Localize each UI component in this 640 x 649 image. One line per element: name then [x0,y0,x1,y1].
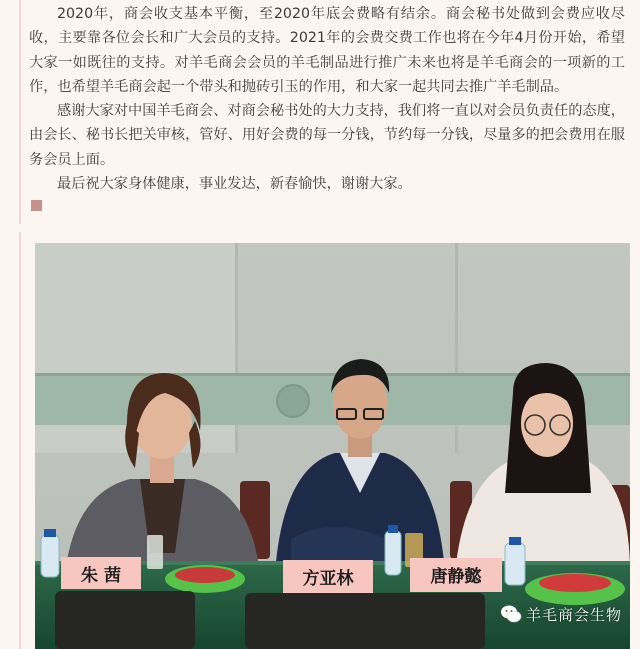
meeting-photo-illustration [35,243,630,649]
article-text-block [0,0,640,224]
left-accent-rule [19,0,21,224]
name-card-2 [283,560,373,594]
wechat-icon [500,603,522,625]
meeting-photo [35,243,630,649]
account-watermark [500,603,622,625]
name-card-1 [61,557,141,589]
paragraph-closing: 最后祝大家身体健康，事业发达，新春愉快，谢谢大家。 [57,176,412,193]
name-card-1-text: 朱 茜 [81,566,121,586]
paragraph-thanks: 感谢大家对中国羊毛商会、对商会秘书处的大力支持，我们将一直以对会员负责任的态度，由会长、秘书长把关审核，管好、用好会费的每一分钱，节约每一分钱，尽量多的把会费用在服务会员上面。 [29,103,625,168]
paragraph-budget: 2020年，商会收支基本平衡，至2020年底会费略有结余。商会秘书处做到会费应收尽收，主要靠各位会长和广大会员的支持。2021年的会费交费工作也将在今年4月份开始，希望大家一如既往的支持。对羊毛商会会员的羊毛制品进行推广未来也将是羊毛商会的一项新的工作，也希望羊毛商会起一个带头和抛砖引玉的作用，和大家一起共同去推广羊毛制品。 [29,6,625,95]
name-card-2-text: 方亚林 [302,569,354,589]
name-card-3-text: 唐静懿 [430,567,482,587]
section-marker-square [31,200,42,211]
left-accent-rule-photo [19,232,21,649]
watermark-text: 羊毛商会生物 [525,605,622,624]
article-body [29,2,625,196]
name-card-3 [410,558,502,592]
